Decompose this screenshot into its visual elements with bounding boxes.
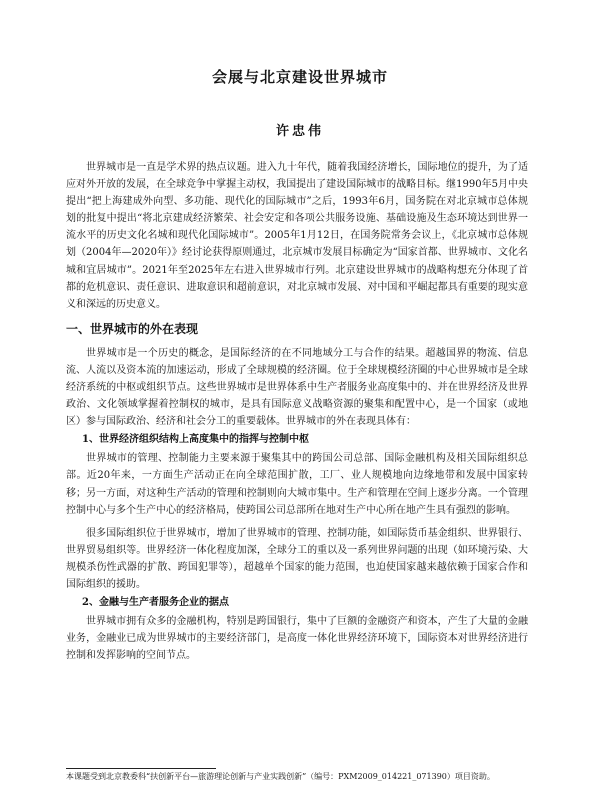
section-paragraph: 世界城市是一个历史的概念，是国际经济的在不同地域分工与合作的结果。超越国界的物流、信息流、人流以及资本流的加速运动，形成了全球规模的经济圈。位于全球规模经济圈的中心世界城市是全球经济系统的中枢或组织节点。这些世界城市是世界体系中生产者服务业高度集中的、并在世界经济及世界政治、文化领域掌握着控制权的城市，是具有国际意义战略资源的聚集和配置中心，是一个国家（或地区）参与国际政治、经济和社会分工的重要载体。世界城市的外在表现具体有：	[66, 347, 528, 428]
subsection-heading: 2、金融与生产者服务企业的据点	[82, 597, 229, 609]
section-heading: 一、世界城市的外在表现	[66, 321, 199, 336]
intro-paragraph: 世界城市是一直是学术界的热点议题。进入九十年代，随着我国经济增长，国际地位的提升，为了适应对外开放的发展，在全球竞争中掌握主动权，我国提出了建设国际城市的战略目标。继1990年5月中央提出“把上海建成外向型、多功能、现代化的国际城市”之后，1993年6月，国务院在对北京城市总体规划的批复中提出“将北京建成经济繁荣、社会安定和各项公共服务设施、基础设施及生态环境达到世界一流水平的历史文化名城和现代化国际城市”。2005年1月12日，在国务院常务会议上，《北京城市总体规划（2004年—2020年）》经讨论获得原则通过，北京城市发展目标确定为“国家首都、世界城市、文化名城和宜居城市”。2021年至2025年左右进入世界城市行列。北京建设世界城市的战略构想充分体现了首都的危机意识、责任意识、进取意识和超前意识，对北京城市发展、对中国和平崛起都具有重要的现实意义和深远的历史意义。	[66, 162, 528, 310]
paper-title: 会展与北京建设世界城市	[211, 68, 388, 86]
subsection-heading: 1、世界经济组织结构上高度集中的指挥与控制中枢	[82, 434, 309, 446]
paper-author: 许忠伟	[275, 124, 324, 139]
subsection-paragraph: 很多国际组织位于世界城市，增加了世界城市的管理、控制功能，如国际货币基金组织、世界银行、世界贸易组织等。世界经济一体化程度加深，全球分工的重以及一系列世界问题的出现（如环境污染、大规模杀伤性武器的扩散、跨国犯罪等），超越单个国家的能力范围，也迫使国家越来越依赖于国家合作和国际组织的援助。	[66, 527, 528, 590]
paper-body	[66, 159, 528, 664]
subsection-paragraph: 世界城市的管理、控制能力主要来源于聚集其中的跨国公司总部、国际金融机构及相关国际组织总部。近20年来，一方面生产活动正在向全球范围扩散，工厂、业人规模地向边缘地带和发展中国家转移；另一方面，对这种生产活动的管理和控制则向大城市集中。生产和管理在空间上逐步分离。一个管理控制中心与多个生产中心的经济格局，使跨国公司总部所在地对生产中心所在地产生具有强烈的影响。	[66, 453, 528, 516]
footnote-rule	[66, 768, 216, 769]
subsection-paragraph: 世界城市拥有众多的金融机构，特别是跨国银行，集中了巨额的金融资产和资本，产生了大量的金融业务，金融业已成为世界城市的主要经济部门，是高度一体化世界经济环境下，国际资本对世界经济进行控制和发挥影响的空间节点。	[66, 616, 528, 662]
footnote: 本课题受到北京教委科“扶创新平台—旅游理论创新与产业实践创新”（编号：PXM2009_014221_071390）项目资助。	[66, 772, 495, 781]
